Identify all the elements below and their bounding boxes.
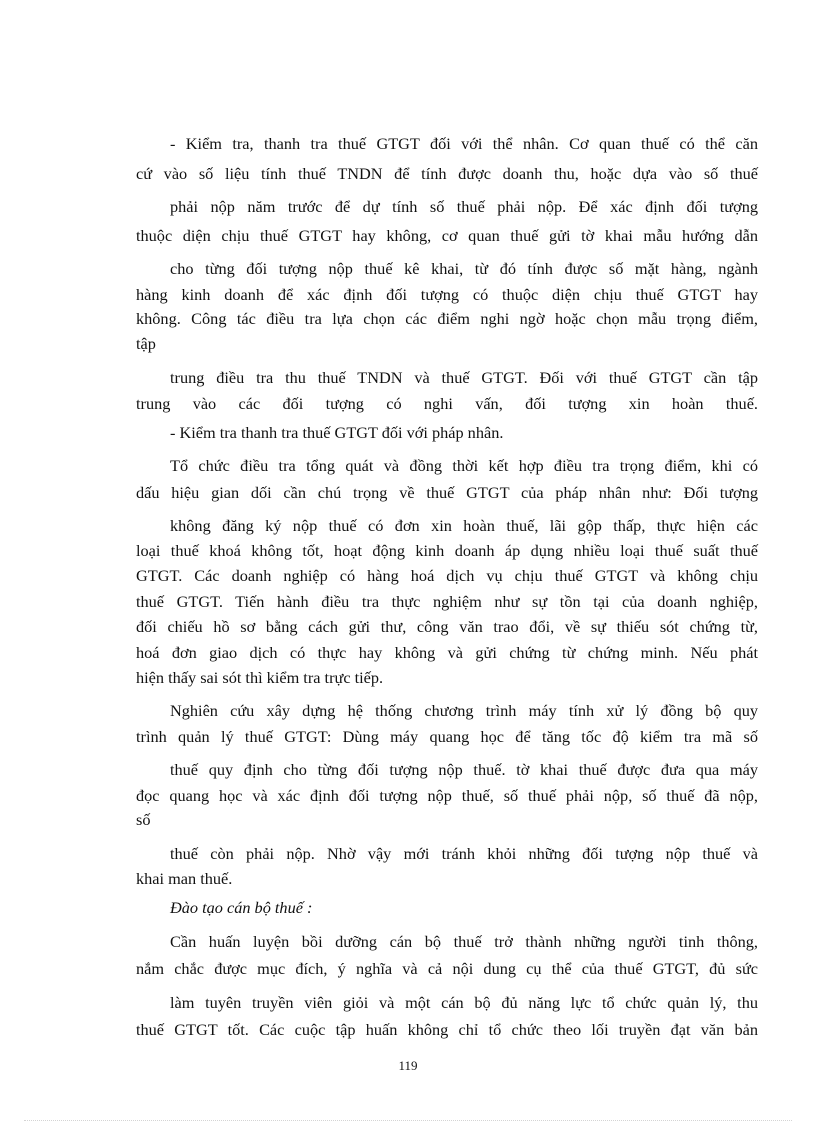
page-number: 119 — [398, 1058, 418, 1073]
text-line: loại thuế khoá không tốt, hoạt động kinh doanh áp dụng nhiều loại thuế suất thuế — [136, 541, 758, 560]
text-line: thuế còn phải nộp. Nhờ vậy mới tránh khỏi những đối tượng nộp thuế và — [170, 844, 758, 863]
text-line: tập — [136, 334, 156, 353]
text-line: - Kiểm tra, thanh tra thuế GTGT đối với thể nhân. Cơ quan thuế có thể căn — [170, 134, 758, 153]
text-line: hàng kinh doanh để xác định đối tượng có thuộc diện chịu thuế GTGT hay — [136, 285, 758, 304]
text-line: thuế GTGT tốt. Các cuộc tập huấn không chỉ tổ chức theo lối truyền đạt văn bản — [136, 1020, 758, 1039]
text-line: Cần huấn luyện bồi dưỡng cán bộ thuế trở thành những người tinh thông, — [170, 932, 758, 951]
text-line: nắm chắc được mục đích, ý nghĩa và cả nội dung cụ thể của thuế GTGT, đủ sức — [136, 959, 758, 978]
text-line: phải nộp năm trước để dự tính số thuế phải nộp. Để xác định đối tượng — [170, 197, 758, 216]
text-line: đối chiếu hồ sơ bằng cách gửi thư, công văn trao đổi, về sự thiếu sót chứng từ, — [136, 617, 758, 636]
text-line: không. Công tác điều tra lựa chọn các điểm nghi ngờ hoặc chọn mẫu trọng điểm, — [136, 309, 758, 328]
text-line: - Kiểm tra thanh tra thuế GTGT đối với pháp nhân. — [170, 423, 504, 442]
section-heading: Đào tạo cán bộ thuế : — [170, 898, 313, 917]
text-line: thuế quy định cho từng đối tượng nộp thuế. tờ khai thuế được đưa qua máy — [170, 760, 758, 779]
text-line: Nghiên cứu xây dựng hệ thống chương trình máy tính xử lý đồng bộ quy — [170, 701, 758, 720]
text-line: dấu hiệu gian dối cần chú trọng về thuế GTGT của pháp nhân như: Đối tượng — [136, 483, 758, 502]
text-line: hiện thấy sai sót thì kiểm tra trực tiếp. — [136, 668, 384, 687]
page-bottom-divider — [24, 1120, 792, 1121]
text-line: số — [136, 810, 151, 829]
text-line: thuế GTGT. Tiến hành điều tra thực nghiệm như sự tồn tại của doanh nghiệp, — [136, 592, 758, 611]
text-line: cứ vào số liệu tính thuế TNDN để tính được doanh thu, hoặc dựa vào số thuế — [136, 164, 758, 183]
text-line: làm tuyên truyền viên giỏi và một cán bộ đủ năng lực tổ chức quản lý, thu — [170, 993, 758, 1012]
text-line: trình quản lý thuế GTGT: Dùng máy quang học để tăng tốc độ kiểm tra mã số — [136, 727, 758, 746]
text-line: Tổ chức điều tra tổng quát và đồng thời kết hợp điều tra trọng điểm, khi có — [170, 456, 758, 475]
text-line: cho từng đối tượng nộp thuế kê khai, từ đó tính được số mặt hàng, ngành — [170, 259, 758, 278]
text-line: không đăng ký nộp thuế có đơn xin hoàn thuế, lãi gộp thấp, thực hiện các — [170, 516, 758, 535]
text-line: trung điều tra thu thuế TNDN và thuế GTGT. Đối với thuế GTGT cần tập — [170, 368, 758, 387]
text-line: thuộc diện chịu thuế GTGT hay không, cơ quan thuế gửi tờ khai mẫu hướng dẫn — [136, 226, 758, 245]
text-line: đọc quang học và xác định đối tượng nộp thuế, số thuế phải nộp, số thuế đã nộp, — [136, 786, 758, 805]
text-line: hoá đơn giao dịch có thực hay không và gửi chứng từ chứng minh. Nếu phát — [136, 643, 758, 662]
text-line: trung vào các đối tượng có nghi vấn, đối tượng xin hoàn thuế. — [136, 394, 758, 413]
text-line: khai man thuế. — [136, 869, 233, 888]
text-line: GTGT. Các doanh nghiệp có hàng hoá dịch vụ chịu thuế GTGT và không chịu — [136, 566, 758, 585]
